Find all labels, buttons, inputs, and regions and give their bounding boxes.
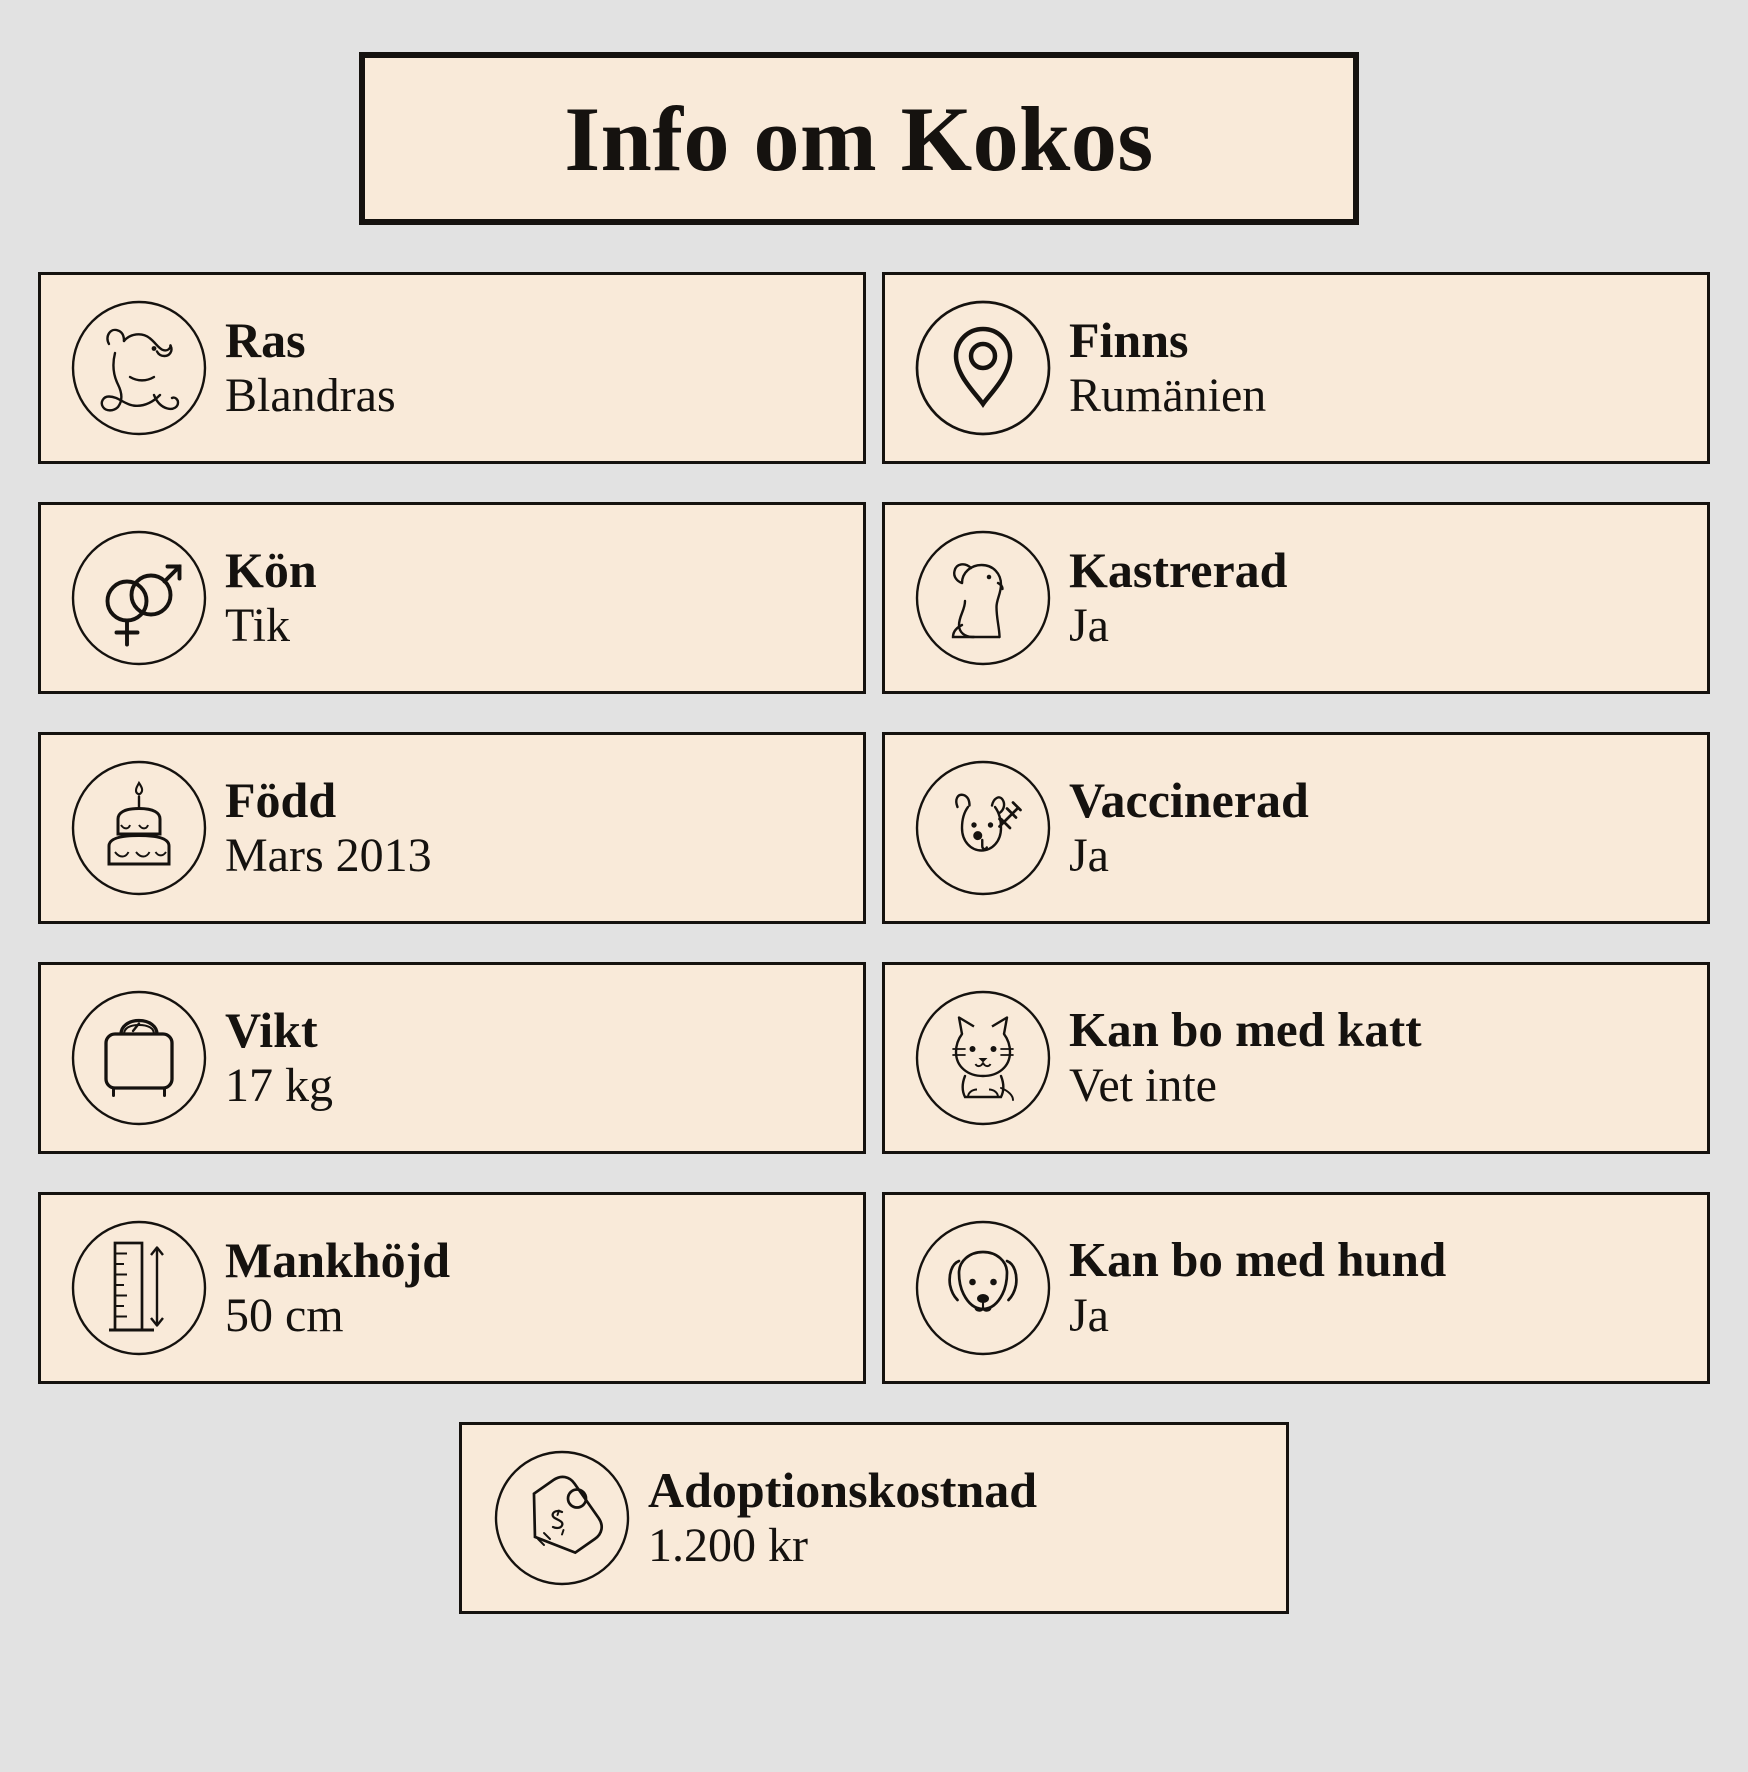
info-card-value: 50 cm — [225, 1289, 344, 1343]
info-card-adoptionskostnad — [459, 1422, 1289, 1614]
info-card-value: Blandras — [225, 369, 396, 423]
info-card-ras — [38, 272, 866, 464]
info-card-text — [225, 313, 396, 423]
info-card-label: Vikt — [225, 1002, 318, 1059]
info-card-finns — [882, 272, 1710, 464]
info-card-kan-bo-med-katt — [882, 962, 1710, 1154]
page-title: Info om Kokos — [564, 87, 1154, 190]
info-grid — [0, 272, 1748, 1614]
dog-syringe-icon — [903, 748, 1063, 908]
price-tag-icon — [482, 1438, 642, 1598]
info-card-mankhojd — [38, 1192, 866, 1384]
birthday-cake-icon — [59, 748, 219, 908]
info-card-value: Mars 2013 — [225, 829, 432, 883]
info-card-kon — [38, 502, 866, 694]
info-row — [0, 732, 1748, 924]
info-card-vaccinerad — [882, 732, 1710, 924]
info-card-text — [648, 1463, 1037, 1573]
info-card-value: 17 kg — [225, 1059, 333, 1113]
info-row — [0, 502, 1748, 694]
sitting-dog-icon — [903, 518, 1063, 678]
info-card-fodd — [38, 732, 866, 924]
info-card-label: Ras — [225, 312, 306, 369]
info-card-text — [1069, 1231, 1447, 1343]
info-card-label: Vaccinerad — [1069, 772, 1309, 829]
dog-outline-icon — [59, 288, 219, 448]
location-pin-icon — [903, 288, 1063, 448]
info-card-text — [1069, 543, 1287, 653]
info-card-text — [225, 773, 432, 883]
info-card-label: Finns — [1069, 312, 1189, 369]
info-row — [0, 962, 1748, 1154]
info-card-value: Rumänien — [1069, 369, 1267, 423]
info-card-label: Kön — [225, 542, 317, 599]
info-card-text — [1069, 313, 1266, 423]
info-card-value: Ja — [1069, 599, 1109, 653]
weight-scale-icon — [59, 978, 219, 1138]
info-card-kastrerad — [882, 502, 1710, 694]
info-card-label: Kan bo med hund — [1069, 1231, 1447, 1287]
dog-face-icon — [903, 1208, 1063, 1368]
info-card-kan-bo-med-hund — [882, 1192, 1710, 1384]
info-row-bottom — [0, 1422, 1748, 1614]
info-card-text — [225, 1233, 450, 1343]
info-card-text — [1069, 773, 1309, 883]
info-card-label: Kastrerad — [1069, 542, 1288, 599]
info-card-text — [1069, 1001, 1422, 1113]
info-card-value: Vet inte — [1069, 1058, 1217, 1112]
info-card-label: Adoptionskostnad — [648, 1462, 1038, 1519]
info-card-label: Kan bo med katt — [1069, 1001, 1422, 1057]
info-card-value: Ja — [1069, 829, 1109, 883]
info-card-value: Tik — [225, 599, 290, 653]
gender-symbols-icon — [59, 518, 219, 678]
cat-icon — [903, 978, 1063, 1138]
ruler-icon — [59, 1208, 219, 1368]
info-card-text — [225, 543, 317, 653]
info-row — [0, 1192, 1748, 1384]
info-card-value: Ja — [1069, 1288, 1109, 1342]
info-card-vikt — [38, 962, 866, 1154]
info-card-label: Mankhöjd — [225, 1232, 451, 1289]
info-row — [0, 272, 1748, 464]
info-card-label: Född — [225, 772, 337, 829]
info-card-value: 1.200 kr — [648, 1519, 808, 1573]
info-card-text — [225, 1003, 333, 1113]
page-title-box — [359, 52, 1359, 225]
